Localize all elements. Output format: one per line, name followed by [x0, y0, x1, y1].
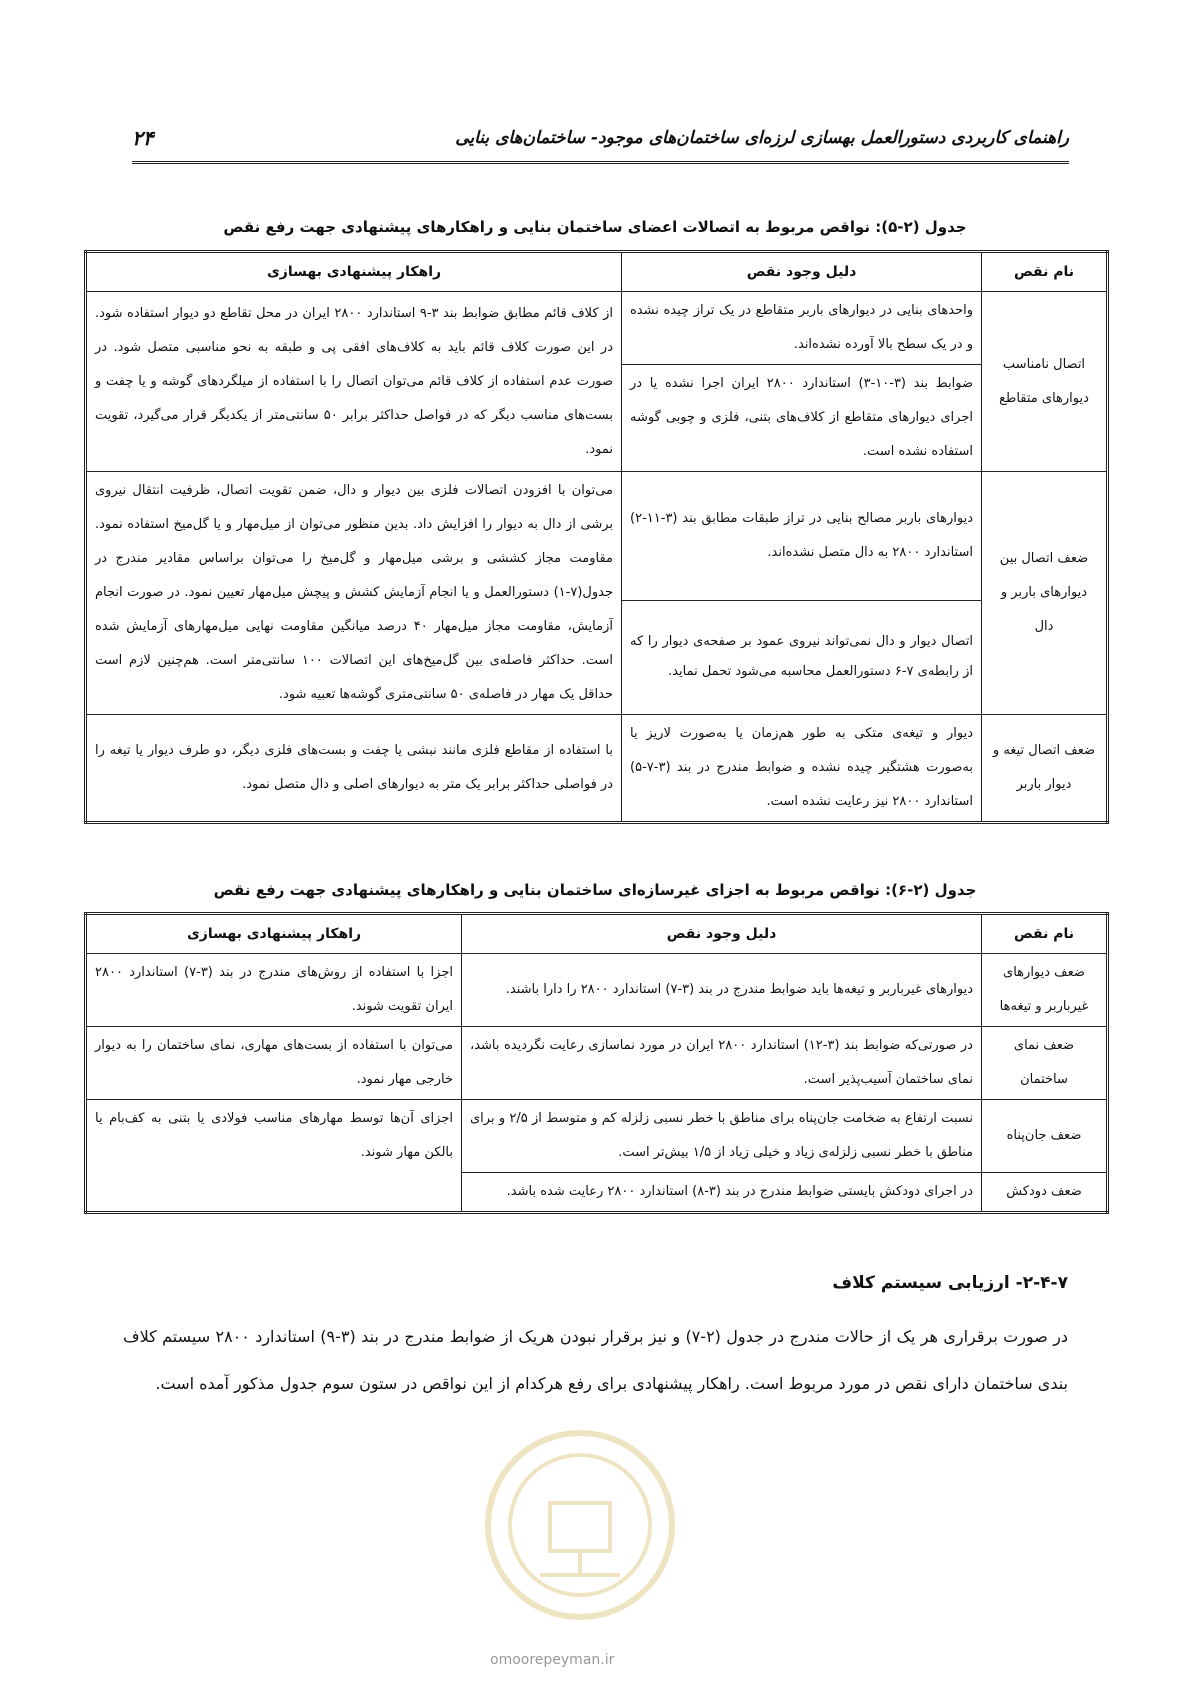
defect-name: ضعف دیوارهای غیرباربر و تیغه‌ها	[982, 954, 1108, 1027]
defect-name: ضعف دودکش	[982, 1173, 1108, 1213]
table-row	[86, 1027, 1108, 1100]
table-row	[86, 472, 1108, 601]
footer-watermark: omoorepeyman.ir	[490, 1652, 615, 1668]
header-rule	[132, 161, 1069, 164]
defect-solution: اجزای آن‌ها توسط مهارهای مناسب فولادی یا بتنی به کف‌بام یا بالکن مهار شوند.	[86, 1100, 462, 1213]
watermark-stamp-icon	[480, 1425, 680, 1625]
defect-reason: ضوابط بند (۳-۱۰-۳) استاندارد ۲۸۰۰ ایران اجرا نشده یا در اجرای دیوارهای متقاطع از کلاف‌های بتنی، فلزی و چوبی گوشه استفاده نشده است.	[622, 365, 982, 472]
defect-solution: می‌توان با استفاده از بست‌های مهاری، نمای ساختمان را به دیوار خارجی مهار نمود.	[86, 1027, 462, 1100]
defect-solution: اجزا با استفاده از روش‌های مندرج در بند (۳-۷) استاندارد ۲۸۰۰ ایران تقویت شوند.	[86, 954, 462, 1027]
table-row	[86, 715, 1108, 823]
defect-name: ضعف اتصال تیغه و دیوار باربر	[982, 715, 1108, 823]
section-paragraph: در صورت برقراری هر یک از حالات مندرج در جدول (۲-۷) و نیز برقرار نبودن هریک از ضوابط مندرج در بند (۳-۹) استاندارد ۲۸۰۰ سیستم کلاف بندی ساختمان دارای نقص در مورد مربوط است. راهکار پیشنهادی برای رفع هرکدام از این نواقص در ستون سوم جدول مذکور آمده است.	[123, 1327, 1069, 1393]
defect-reason: دیوار و تیغه‌ی متکی به طور هم‌زمان یا به‌صورت لاریز یا به‌صورت هشتگیر چیده نشده و ضوابط مندرج در بند (۳-۷-۵) استاندارد ۲۸۰۰ نیز رعایت نشده است.	[622, 715, 982, 823]
table1	[84, 250, 1109, 824]
defect-reason: در صورتی‌که ضوابط بند (۳-۱۲) استاندارد ۲۸۰۰ ایران در مورد نماسازی رعایت نگردیده باشد، نمای ساختمان آسیب‌پذیر است.	[462, 1027, 982, 1100]
table-row	[86, 1100, 1108, 1173]
defect-name: ضعف اتصال بین دیوارهای باربر و دال	[982, 472, 1108, 715]
section-heading: ۲-۴-۷- ارزیابی سیستم کلاف	[832, 1273, 1068, 1293]
table2-caption: جدول (۲-۶): نواقص مربوط به اجزای غیرسازه‌ای ساختمان بنایی و راهکارهای پیشنهادی جهت رفع نقص	[213, 881, 977, 899]
table2-header-reason: دلیل وجود نقص	[462, 914, 982, 954]
defect-name: ضعف نمای ساختمان	[982, 1027, 1108, 1100]
running-title: راهنمای کاربردی دستورالعمل بهسازی لرزه‌ای ساختمان‌های موجود- ساختمان‌های بنایی	[455, 128, 1069, 148]
defect-name: اتصال نامناسب دیوارهای متقاطع	[982, 292, 1108, 472]
page-header	[132, 128, 1069, 158]
defect-reason: در اجرای دودکش بایستی ضوابط مندرج در بند (۳-۸) استاندارد ۲۸۰۰ رعایت شده باشد.	[462, 1173, 982, 1213]
defect-solution: از کلاف قائم مطابق ضوابط بند ۳-۹ استاندارد ۲۸۰۰ ایران در محل تقاطع دو دیوار استفاده شود. در این صورت کلاف قائم باید به کلاف‌های افقی پی و طبقه به نحو مناسبی متصل شود. در صورت عدم استفاده از کلاف قائم می‌توان اتصال را با استفاده از میلگردهای گوشه و یا چفت و بست‌های مناسب دیگر که در فواصل حداکثر برابر ۵۰ سانتی‌متر از یکدیگر قرار می‌گیرد، تقویت نمود.	[86, 292, 622, 472]
table-row	[86, 292, 1108, 365]
defect-solution: می‌توان با افزودن اتصالات فلزی بین دیوار و دال، ضمن تقویت اتصال، ظرفیت انتقال نیروی برشی از دال به دیوار را افزایش داد. بدین منظور می‌توان از میل‌مهار و یا گل‌میخ استفاده نمود. مقاومت مجاز کششی و برشی میل‌مهار و گل‌میخ را می‌توان براساس مقادیر مندرج در جدول(۷-۱) دستورالعمل و یا انجام آزمایش کشش و پیچش میل‌مهار تعیین نمود. در صورت انجام آزمایش، مقاومت مجاز میل‌مهار ۴۰ درصد میانگین مقاومت نهایی میل‌مهارهای آزمایش شده است. حداکثر فاصله‌ی بین گل‌میخ‌های این اتصالات ۱۰۰ سانتی‌متر است. هم‌چنین لازم است حداقل یک مهار در فاصله‌ی ۵۰ سانتی‌متری گوشه‌ها تعبیه شود.	[86, 472, 622, 715]
defect-reason: نسبت ارتفاع به ضخامت جان‌پناه برای مناطق با خطر نسبی زلزله کم و متوسط از ۲/۵ و برای مناطق با خطر نسبی زلزله‌ی زیاد و خیلی زیاد از ۱/۵ بیش‌تر است.	[462, 1100, 982, 1173]
table2-header-solution: راهکار پیشنهادی بهسازی	[86, 914, 462, 954]
table1-header-name: نام نقص	[982, 252, 1108, 292]
table1-header-solution: راهکار پیشنهادی بهسازی	[86, 252, 622, 292]
page-number: ۲۴	[132, 126, 154, 150]
defect-reason: دیوارهای غیرباربر و تیغه‌ها باید ضوابط مندرج در بند (۳-۷) استاندارد ۲۸۰۰ را دارا باشند.	[462, 954, 982, 1027]
defect-name: ضعف جان‌پناه	[982, 1100, 1108, 1173]
table2	[84, 912, 1109, 1214]
table2-header-name: نام نقص	[982, 914, 1108, 954]
defect-reason: دیوارهای باربر مصالح بنایی در تراز طبقات مطابق بند (۳-۱۱-۲) استاندارد ۲۸۰۰ به دال متصل نشده‌اند.	[622, 472, 982, 601]
defect-solution: با استفاده از مقاطع فلزی مانند نبشی یا چفت و بست‌های فلزی دیگر، دو طرف دیوار یا تیغه را در فواصلی حداکثر برابر یک متر به دیوارهای اصلی و دال متصل نمود.	[86, 715, 622, 823]
defect-reason: اتصال دیوار و دال نمی‌تواند نیروی عمود بر صفحه‌ی دیوار را که از رابطه‌ی ۷-۶ دستورالعمل محاسبه می‌شود تحمل نماید.	[622, 600, 982, 714]
table1-header-reason: دلیل وجود نقص	[622, 252, 982, 292]
table-row	[86, 954, 1108, 1027]
defect-reason: واحدهای بنایی در دیوارهای باربر متقاطع در یک تراز چیده نشده و در یک سطح بالا آورده نشده‌اند.	[622, 292, 982, 365]
table1-caption: جدول (۲-۵): نواقص مربوط به اتصالات اعضای ساختمان بنایی و راهکارهای پیشنهادی جهت رفع نقص	[223, 218, 967, 236]
